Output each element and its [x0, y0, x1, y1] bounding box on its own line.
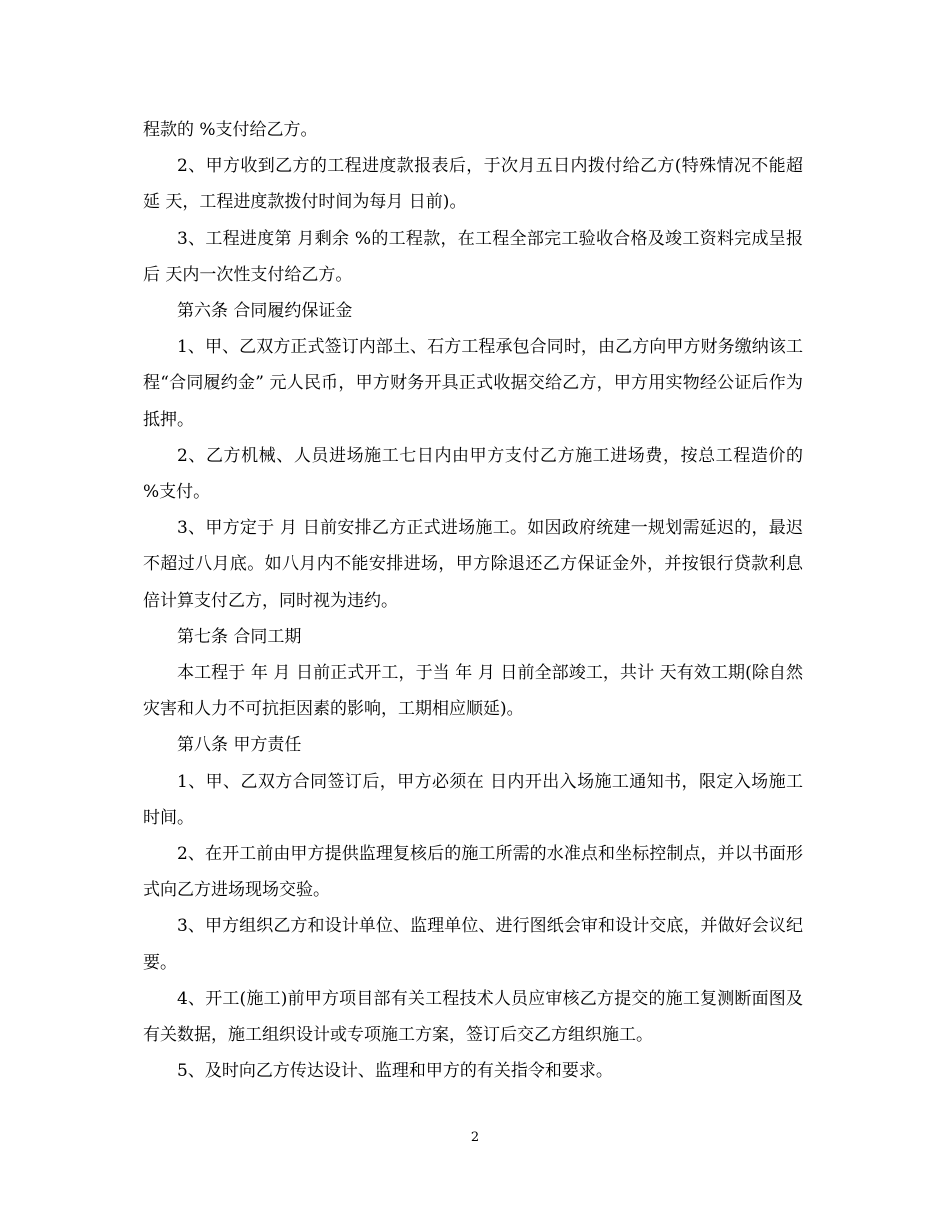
- paragraph-entry-schedule: 3、甲方定于 月 日前安排乙方正式进场施工。如因政府统建一规划需延迟的，最迟不超过八月底。如八月内不能安排进场，甲方除退还乙方保证金外，并按银行贷款利息 倍计算支付乙方，同时视为违约。: [143, 518, 803, 611]
- paragraph-remaining-payment: 3、工程进度第 月剩余 %的工程款，在工程全部完工验收合格及竣工资料完成呈报后 天内一次性支付给乙方。: [143, 228, 803, 285]
- paragraph-entry-fee: 2、乙方机械、人员进场施工七日内由甲方支付乙方施工进场费，按总工程造价的 %支付。: [143, 445, 803, 503]
- paragraph-continuation: 程款的 %支付给乙方。: [143, 120, 318, 140]
- document-body: [143, 112, 803, 1089]
- section-heading-article-7: 第七条 合同工期: [177, 626, 302, 647]
- paragraph-party-a-duty-2: 2、在开工前由甲方提供监理复核后的施工所需的水准点和坐标控制点，并以书面形式向乙方进场现场交验。: [143, 844, 803, 901]
- paragraph-progress-payment: 2、甲方收到乙方的工程进度款报表后，于次月五日内拨付给乙方(特殊情况不能超延 天，工程进度款拨付时间为每月 日前)。: [143, 156, 803, 213]
- paragraph-party-a-duty-1: 1、甲、乙双方合同签订后，甲方必须在 日内开出入场施工通知书，限定入场施工时间。: [143, 771, 803, 828]
- paragraph-party-a-duty-3: 3、甲方组织乙方和设计单位、监理单位、进行图纸会审和设计交底，并做好会议纪要。: [143, 916, 803, 973]
- paragraph-party-a-duty-5: 5、及时向乙方传达设计、监理和甲方的有关指令和要求。: [177, 1061, 613, 1082]
- section-heading-article-8: 第八条 甲方责任: [177, 735, 302, 756]
- paragraph-party-a-duty-4: 4、开工(施工)前甲方项目部有关工程技术人员应审核乙方提交的施工复测断面图及有关数据，施工组织设计或专项施工方案，签订后交乙方组织施工。: [143, 988, 803, 1046]
- page-number: 2: [470, 1130, 480, 1145]
- paragraph-contract-period: 本工程于 年 月 日前正式开工，于当 年 月 日前全部竣工，共计 天有效工期(除自然灾害和人力不可抗拒因素的影响，工期相应顺延)。: [143, 663, 803, 720]
- paragraph-performance-deposit: 1、甲、乙双方正式签订内部土、石方工程承包合同时，由乙方向甲方财务缴纳该工程“合同履约金” 元人民币，甲方财务开具正式收据交给乙方，甲方用实物经公证后作为抵押。: [143, 337, 803, 430]
- section-heading-article-6: 第六条 合同履约保证金: [177, 301, 353, 322]
